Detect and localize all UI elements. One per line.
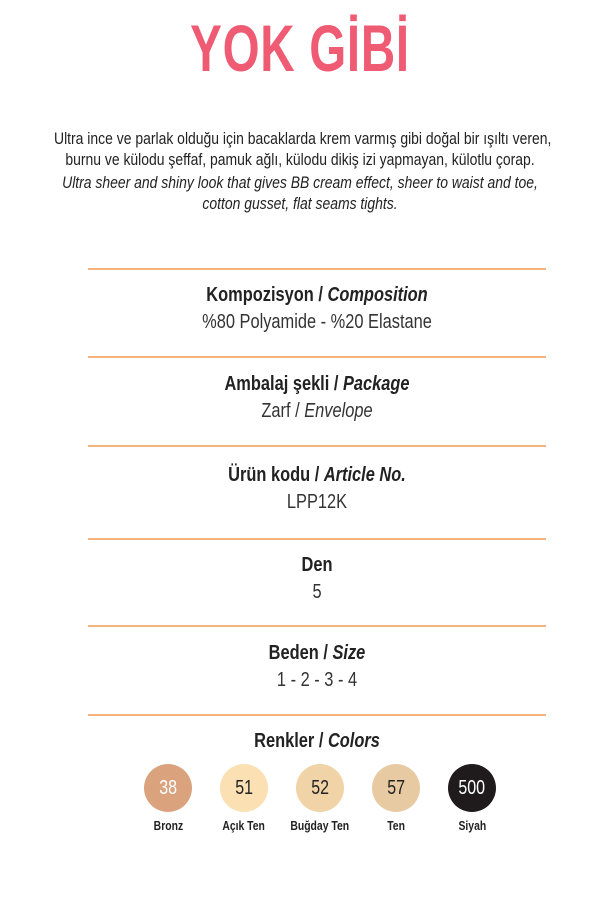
section-composition (88, 284, 546, 334)
description-en-line2: cotton gusset, flat seams tights. (202, 194, 398, 213)
product-description (0, 128, 600, 214)
section-package (88, 373, 546, 423)
description-tr-line2: burnu ve külodu şeffaf, pamuk ağlı, külodu dikiş izi yapmayan, külotlu çorap. (65, 150, 535, 169)
section-article-no (88, 464, 546, 514)
swatch-circle: 52 (296, 764, 344, 812)
swatch-label: Siyah (458, 818, 486, 833)
package-value: Zarf / Envelope (261, 400, 373, 422)
product-title: YOK GİBİ (190, 11, 410, 85)
article-no-value: LPP12K (286, 491, 348, 513)
composition-value: %80 Polyamide - %20 Elastane (202, 311, 432, 333)
swatch-circle: 500 (448, 764, 496, 812)
description-en-line1: Ultra sheer and shiny look that gives BB cream effect, sheer to waist and toe, (62, 173, 538, 192)
section-den (88, 554, 546, 604)
color-swatch-acik-ten[interactable] (206, 764, 282, 833)
swatch-label: Bronz (153, 818, 183, 833)
section-heading: Kompozisyon / Composition (206, 284, 428, 306)
color-swatches (130, 764, 510, 833)
divider (88, 268, 546, 270)
section-heading: Den (301, 554, 333, 576)
swatch-label: Buğday Ten (290, 818, 350, 833)
color-swatch-bronz[interactable] (130, 764, 206, 833)
color-swatch-siyah[interactable] (434, 764, 510, 833)
swatch-label: Ten (387, 818, 405, 833)
divider (88, 445, 546, 447)
section-heading: Ürün kodu / Article No. (228, 464, 406, 486)
divider (88, 538, 546, 540)
section-colors (88, 730, 546, 753)
section-heading: Beden / Size (268, 642, 366, 664)
color-swatch-ten[interactable] (358, 764, 434, 833)
section-heading: Renkler / Colors (254, 730, 380, 752)
swatch-circle: 57 (372, 764, 420, 812)
swatch-label: Açık Ten (222, 818, 266, 833)
description-tr-line1: Ultra ince ve parlak olduğu için bacaklarda krem varmış gibi doğal bir ışıltı veren, (54, 129, 552, 148)
color-swatch-bugday-ten[interactable] (282, 764, 358, 833)
size-value: 1 - 2 - 3 - 4 (276, 669, 358, 691)
divider (88, 625, 546, 627)
den-value: 5 (312, 581, 322, 603)
swatch-circle: 51 (220, 764, 268, 812)
divider (88, 356, 546, 358)
section-size (88, 642, 546, 692)
section-heading: Ambalaj şekli / Package (224, 373, 410, 395)
swatch-circle: 38 (144, 764, 192, 812)
divider (88, 714, 546, 716)
